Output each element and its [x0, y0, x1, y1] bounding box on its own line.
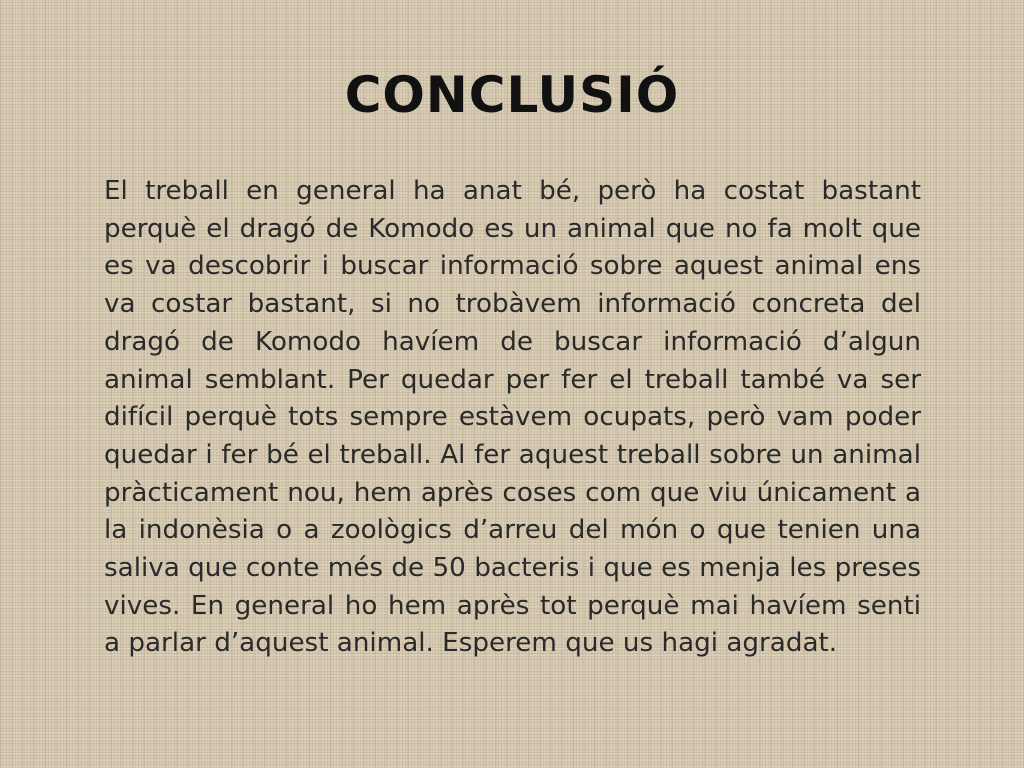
slide-body-text: El treball en general ha anat bé, però ha costat bastant perquè el dragó de Komodo es un animal que no fa molt que es va descobrir i buscar informació sobre aquest animal ens va costar bastant, si no trobàvem informació concreta del dragó de Komodo havíem de buscar informació d’algun animal semblant. Per quedar per fer el treball també va ser difícil perquè tots sempre estàvem ocupats, però vam poder quedar i fer bé el treball. Al fer aquest treball sobre un animal pràcticament nou, hem après coses com que viu únicament a la indonèsia o a zoològics d’arreu del món o que tenien una saliva que conte més de 50 bacteris i que es menja les preses vives. En general ho hem après tot perquè mai havíem senti a parlar d’aquest animal. Esperem que us hagi agradat. [104, 176, 921, 659]
slide-title: CONCLUSIÓ [344, 66, 680, 124]
